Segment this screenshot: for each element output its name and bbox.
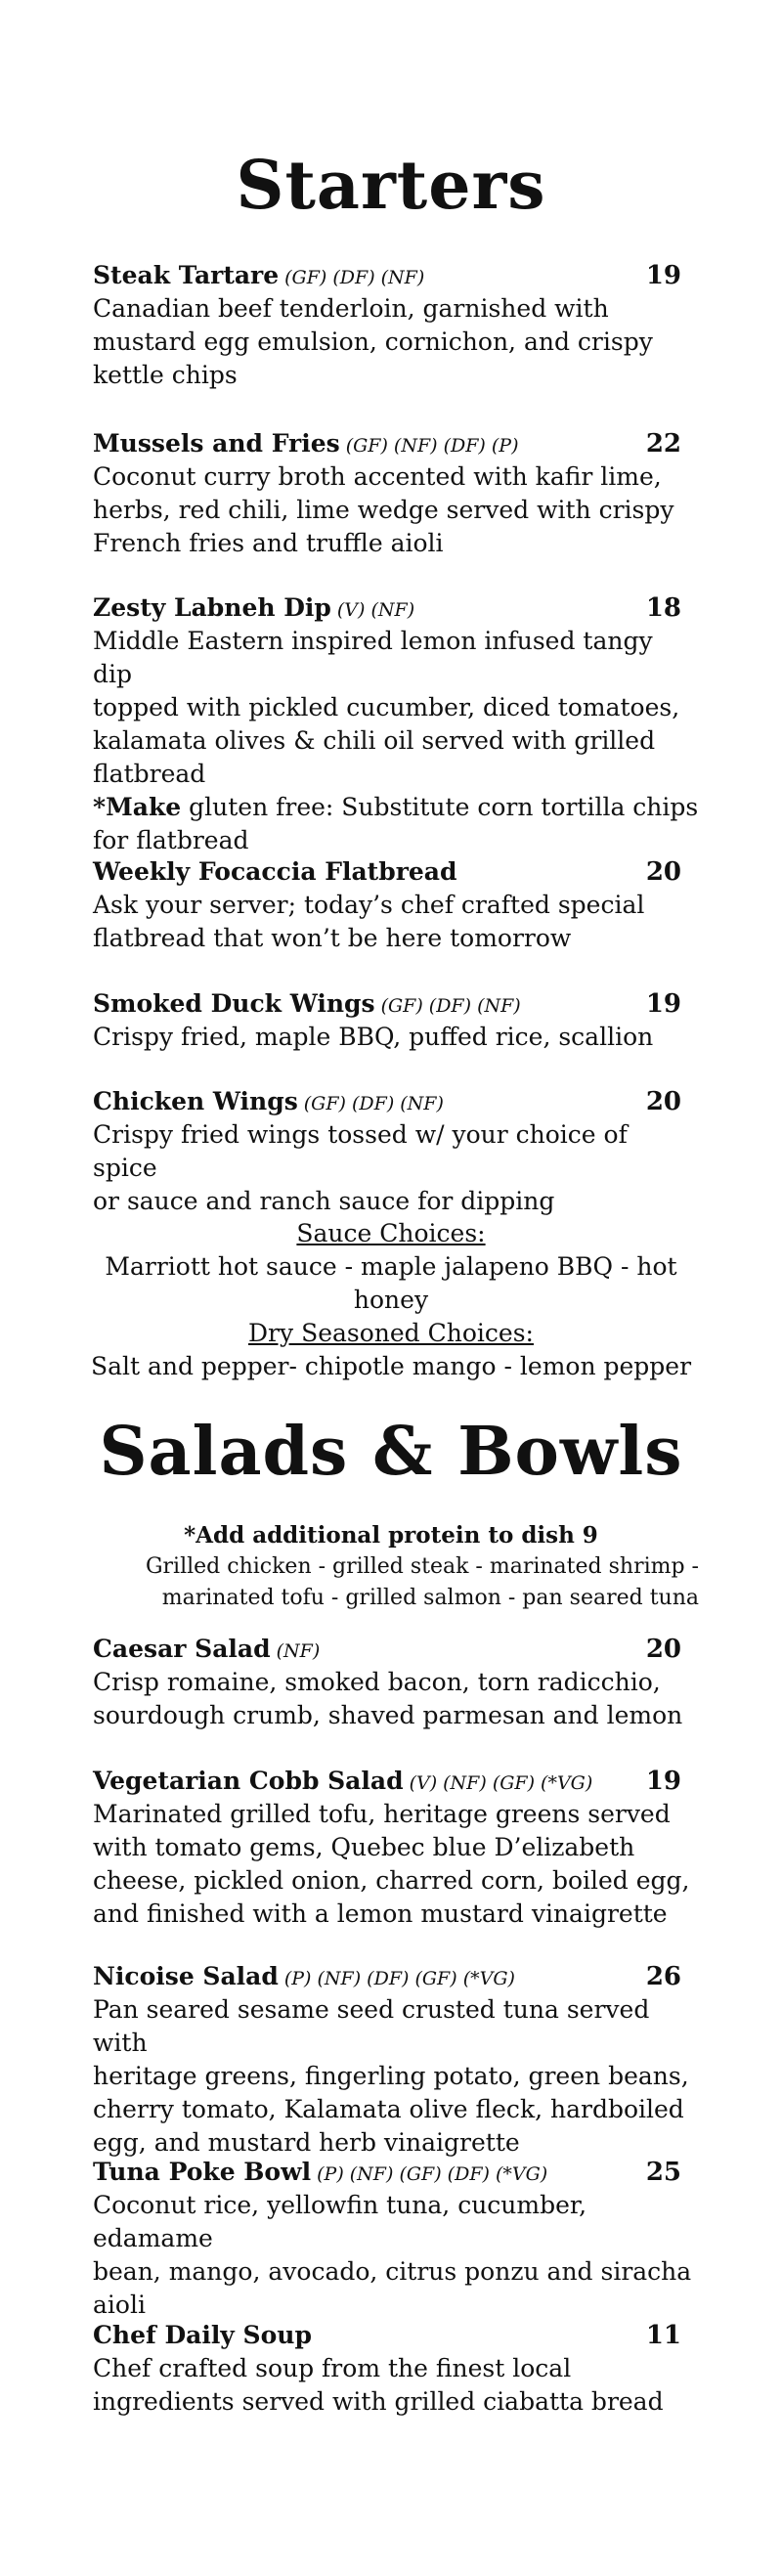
item-desc-line: Canadian beef tenderloin, garnished with: [93, 294, 609, 323]
section-title-starters: Starters: [236, 147, 546, 225]
item-desc-line: Coconut rice, yellowfin tuna, cucumber, edamame: [93, 2191, 587, 2252]
item-note: [93, 791, 699, 824]
item-tags: (V) (NF) (GF) (*VG): [409, 1772, 593, 1794]
addon-protein-line: Grilled chicken - grilled steak - marinated shrimp -: [145, 1554, 699, 1579]
item-name: Nicoise Salad: [93, 1962, 279, 1990]
item-desc-line: mustard egg emulsion, cornichon, and crispy: [93, 327, 653, 356]
item-desc-line: with tomato gems, Quebec blue D’elizabeth: [93, 1833, 635, 1861]
item-desc-line: or sauce and ranch sauce for dipping: [93, 1187, 555, 1215]
item-desc-line: Crispy fried wings tossed w/ your choice of spice: [93, 1120, 628, 1182]
item-desc-line: heritage greens, fingerling potato, green beans,: [93, 2062, 689, 2090]
item-name: Steak Tartare: [93, 261, 280, 289]
item-desc-line: cheese, pickled onion, charred corn, boiled egg,: [93, 1866, 690, 1895]
item-desc-line: Crispy fried, maple BBQ, puffed rice, scallion: [93, 1023, 654, 1051]
item-name: Weekly Focaccia Flatbread: [93, 857, 457, 886]
item-tags: (GF) (DF) (NF): [303, 1093, 444, 1114]
item-desc-line: topped with pickled cucumber, diced tomatoes,: [93, 693, 680, 721]
item-price: 26: [645, 1962, 681, 1991]
menu-item-tuna-poke-bowl: [93, 2156, 699, 2322]
menu-item-caesar-salad: [93, 1633, 699, 1732]
item-price: 19: [645, 989, 681, 1019]
addon-protein-heading: *Add additional protein to dish 9: [184, 1522, 598, 1549]
item-tags: (GF) (NF) (DF) (P): [345, 435, 519, 457]
item-tags: (NF): [276, 1640, 321, 1662]
item-desc-line: Coconut curry broth accented with kafir lime,: [93, 462, 662, 491]
item-desc-line: Marinated grilled tofu, heritage greens served: [93, 1800, 671, 1828]
item-desc-line: Crisp romaine, smoked bacon, torn radicchio,: [93, 1668, 661, 1696]
section-title-salads-bowls: Salads & Bowls: [99, 1413, 683, 1491]
item-note-line: for flatbread: [93, 826, 249, 854]
menu-item-chef-daily-soup: [93, 2319, 699, 2419]
item-name: Chef Daily Soup: [93, 2321, 312, 2349]
item-price: 20: [645, 1087, 681, 1116]
item-desc-line: kalamata olives & chili oil served with grilled: [93, 726, 656, 755]
addon-protein-line: marinated tofu - grilled salmon - pan seared tuna: [161, 1586, 699, 1610]
item-price: 20: [645, 857, 681, 887]
item-price: 25: [645, 2158, 681, 2187]
menu-item-vegetarian-cobb-salad: [93, 1765, 699, 1931]
sauce-choices-line: Marriott hot sauce - maple jalapeno BBQ - hot: [105, 1252, 677, 1281]
item-price: 20: [645, 1635, 681, 1664]
item-desc-line: herbs, red chili, lime wedge served with crispy: [93, 496, 674, 524]
sauce-choices-heading: Sauce Choices:: [296, 1219, 486, 1247]
item-desc-line: bean, mango, avocado, citrus ponzu and siracha: [93, 2257, 692, 2286]
menu-item-nicoise-salad: [93, 1960, 699, 2160]
dry-choices-heading: Dry Seasoned Choices:: [248, 1319, 534, 1347]
item-name: Chicken Wings: [93, 1087, 298, 1115]
item-note-bold: *Make: [93, 793, 182, 821]
item-price: 18: [645, 593, 681, 623]
item-tags: (V) (NF): [336, 599, 415, 621]
menu-item-chicken-wings: [93, 1085, 699, 1218]
menu-item-zesty-labneh-dip: [93, 591, 699, 857]
item-price: 19: [645, 261, 681, 290]
item-desc-line: French fries and truffle aioli: [93, 529, 444, 557]
item-name: Vegetarian Cobb Salad: [93, 1767, 404, 1795]
item-price: 19: [645, 1767, 681, 1796]
item-name: Zesty Labneh Dip: [93, 593, 331, 622]
menu-item-focaccia-flatbread: [93, 855, 699, 955]
item-desc-line: Pan seared sesame seed crusted tuna served with: [93, 1995, 650, 2057]
item-name: Tuna Poke Bowl: [93, 2158, 312, 2186]
item-desc-line: flatbread that won’t be here tomorrow: [93, 924, 572, 952]
item-desc-line: flatbread: [93, 760, 206, 788]
item-note-text: gluten free: Substitute corn tortilla chips: [181, 793, 699, 821]
item-desc-line: Ask your server; today’s chef crafted special: [93, 891, 645, 919]
item-price: 11: [645, 2321, 681, 2350]
item-name: Smoked Duck Wings: [93, 989, 375, 1018]
item-tags: (GF) (DF) (NF): [284, 267, 425, 288]
item-name: Mussels and Fries: [93, 429, 340, 458]
item-desc-line: kettle chips: [93, 361, 238, 389]
item-desc-line: aioli: [93, 2291, 146, 2319]
item-tags: (P) (NF) (DF) (GF) (*VG): [283, 1968, 515, 1989]
item-desc-line: Middle Eastern inspired lemon infused tangy dip: [93, 627, 653, 688]
item-desc-line: sourdough crumb, shaved parmesan and lemon: [93, 1701, 683, 1729]
item-desc-line: egg, and mustard herb vinaigrette: [93, 2128, 520, 2157]
menu-item-mussels-fries: [93, 427, 699, 560]
sauce-choices-line: honey: [353, 1286, 429, 1314]
item-tags: (GF) (DF) (NF): [380, 995, 521, 1017]
menu-item-steak-tartare: [93, 259, 699, 392]
item-desc-line: Chef crafted soup from the finest local: [93, 2354, 572, 2382]
item-tags: (P) (NF) (GF) (DF) (*VG): [317, 2163, 548, 2185]
item-desc-line: and finished with a lemon mustard vinaigrette: [93, 1899, 668, 1928]
item-price: 22: [645, 429, 681, 458]
dry-choices-line: Salt and pepper- chipotle mango - lemon pepper: [90, 1352, 692, 1380]
item-desc-line: cherry tomato, Kalamata olive fleck, hardboiled: [93, 2095, 684, 2123]
item-desc-line: ingredients served with grilled ciabatta bread: [93, 2387, 664, 2416]
menu-item-smoked-duck-wings: [93, 987, 699, 1054]
item-name: Caesar Salad: [93, 1635, 271, 1663]
